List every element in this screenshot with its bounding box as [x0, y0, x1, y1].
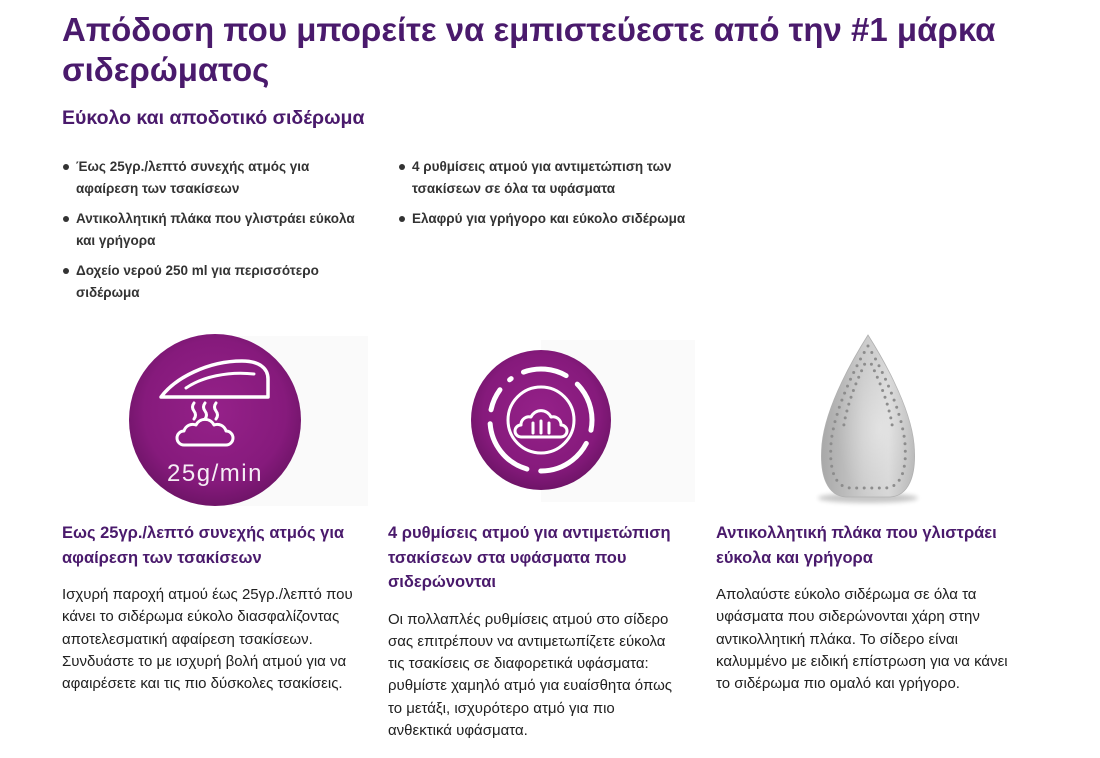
steam-hole — [842, 423, 845, 426]
feature-heading: Αντικολλητική πλάκα που γλιστράει εύκολα και γρήγορα — [716, 524, 997, 567]
steam-settings-image — [455, 337, 695, 505]
steam-hole — [874, 358, 877, 361]
highlights-list-left — [62, 156, 398, 312]
steam-hole — [870, 351, 873, 354]
highlight-text: Έως 25γρ./λεπτό συνεχής ατμός για αφαίρεση των τσακίσεων — [76, 159, 310, 196]
steam-hole — [863, 363, 866, 366]
steam-hole — [881, 389, 884, 392]
steam-hole — [859, 358, 862, 361]
steam-hole — [886, 403, 889, 406]
steam-hole — [900, 420, 903, 423]
steam-hole — [904, 442, 907, 445]
steam-hole — [904, 457, 907, 460]
steam-hole — [852, 389, 855, 392]
feature-description: Ισχυρή παροχή ατμού έως 25γρ./λεπτό που κάνει το σιδέρωμα εύκολο διασφαλίζοντας αποτελεσματική αφαίρεση τσακίσεων. Συνδυάστε το με ισχυρή βολή ατμού για να αφαιρέσετε και τις πιο δύσκολες τσακίσεις. — [62, 586, 353, 693]
steam-hole — [860, 369, 863, 372]
steam-hole — [876, 376, 879, 379]
steam-hole — [901, 427, 904, 430]
steam-hole — [854, 382, 857, 385]
steam-hole — [850, 396, 853, 399]
steam-hole — [879, 382, 882, 385]
highlight-text: Αντικολλητική πλάκα που γλιστράει εύκολα και γρήγορα — [76, 211, 355, 248]
steam-hole — [881, 371, 884, 374]
soleplate-highlight — [821, 335, 914, 497]
steam-hole — [841, 484, 844, 487]
steam-hole — [830, 435, 833, 438]
steam-hole — [830, 442, 833, 445]
steam-hole — [897, 413, 900, 416]
highlights-list-right — [398, 156, 778, 238]
highlight-item — [398, 208, 778, 230]
soleplate-image — [790, 332, 946, 508]
steam-hole — [848, 486, 851, 489]
steam-hole — [834, 420, 837, 423]
steam-hole — [832, 427, 835, 430]
steam-hole — [887, 385, 890, 388]
highlight-item — [398, 156, 778, 200]
steam-hole — [855, 487, 858, 490]
steam-hole — [863, 487, 866, 490]
steam-hole — [829, 457, 832, 460]
highlight-item — [62, 260, 398, 304]
steam-hole — [849, 378, 852, 381]
highlight-item — [62, 156, 398, 200]
steam-hole — [856, 364, 859, 367]
section-subtitle: Εύκολο και αποδοτικό σιδέρωμα — [62, 107, 365, 129]
highlight-text: Ελαφρύ για γρήγορο και εύκολο σιδέρωμα — [412, 211, 686, 226]
steam-hole — [904, 450, 907, 453]
bullet-icon — [63, 216, 69, 222]
steam-hole — [870, 487, 873, 490]
steam-hole — [835, 479, 838, 482]
steam-hole — [846, 385, 849, 388]
steam-hole — [840, 399, 843, 402]
feature-steam-settings — [388, 521, 713, 742]
steam-hole — [891, 423, 894, 426]
bullet-icon — [63, 268, 69, 274]
steam-hole — [845, 410, 848, 413]
steam-hole — [870, 363, 873, 366]
steam-hole — [885, 486, 888, 489]
steam-hole — [829, 450, 832, 453]
steam-hole — [889, 416, 892, 419]
page-title: Απόδοση που μπορείτε να εμπιστεύεστε από την #1 μάρκα σιδερώματος — [62, 11, 996, 88]
bullet-icon — [399, 216, 405, 222]
feature-heading: 4 ρυθμίσεις ατμού για αντιμετώπιση τσακίσεων στα υφάσματα που σιδερώνονται — [388, 524, 671, 591]
steam-hole — [903, 465, 906, 468]
steam-hole — [895, 406, 898, 409]
steam-rate-label: 25g/min — [167, 460, 263, 487]
feature-description: Απολαύστε εύκολο σιδέρωμα σε όλα τα υφάσματα που σιδερώνονται χάρη στην αντικολλητική πλάκα. Το σίδερο είναι καλυμμένο με ειδική επίστρωση για να κάνει το σιδέρωμα πιο ομαλό και γρήγορο. — [716, 586, 1008, 693]
highlight-item — [62, 208, 398, 252]
steam-hole — [884, 378, 887, 381]
steam-hole — [898, 479, 901, 482]
bullet-icon — [399, 164, 405, 170]
steam-hole — [903, 435, 906, 438]
bullet-icon — [63, 164, 69, 170]
steam-hole — [844, 416, 847, 419]
highlight-text: Δοχείο νερού 250 ml για περισσότερο σιδέρωμα — [76, 263, 319, 300]
feature-heading: Εως 25γρ./λεπτό συνεχής ατμός για αφαίρεση των τσακίσεων — [62, 524, 345, 567]
steam-hole — [863, 351, 866, 354]
steam-hole — [892, 484, 895, 487]
feature-soleplate — [716, 521, 1041, 695]
steam-hole — [836, 413, 839, 416]
steam-hole — [838, 406, 841, 409]
steam-hole — [873, 369, 876, 372]
steam-hole — [867, 345, 870, 348]
steam-hole — [884, 396, 887, 399]
steam-hole — [878, 364, 881, 367]
steam-hole — [888, 410, 891, 413]
steam-hole — [847, 403, 850, 406]
steam-hole — [830, 465, 833, 468]
steam-hole — [832, 472, 835, 475]
steam-hole — [852, 371, 855, 374]
steam-hole — [893, 399, 896, 402]
steam-hole — [857, 376, 860, 379]
steam-hole — [843, 392, 846, 395]
steam-hole — [878, 487, 881, 490]
steam-hole — [890, 392, 893, 395]
steam-hole — [901, 472, 904, 475]
feature-description: Οι πολλαπλές ρυθμίσεις ατμού στο σίδερο σας επιτρέπουν να αντιμετωπίζετε εύκολα τις τσακίσεις σε διαφορετικά υφάσματα: ρυθμίστε χαμηλό ατμό για ευαίσθητα όπως το μετάξι, ισχυρότερο ατμό για πιο ανθεκτικά υφάσματα. — [388, 610, 673, 739]
highlight-text: 4 ρυθμίσεις ατμού για αντιμετώπιση των τσακίσεων σε όλα τα υφάσματα — [412, 159, 672, 196]
feature-steam-output — [62, 521, 387, 695]
steam-output-image — [128, 333, 370, 509]
